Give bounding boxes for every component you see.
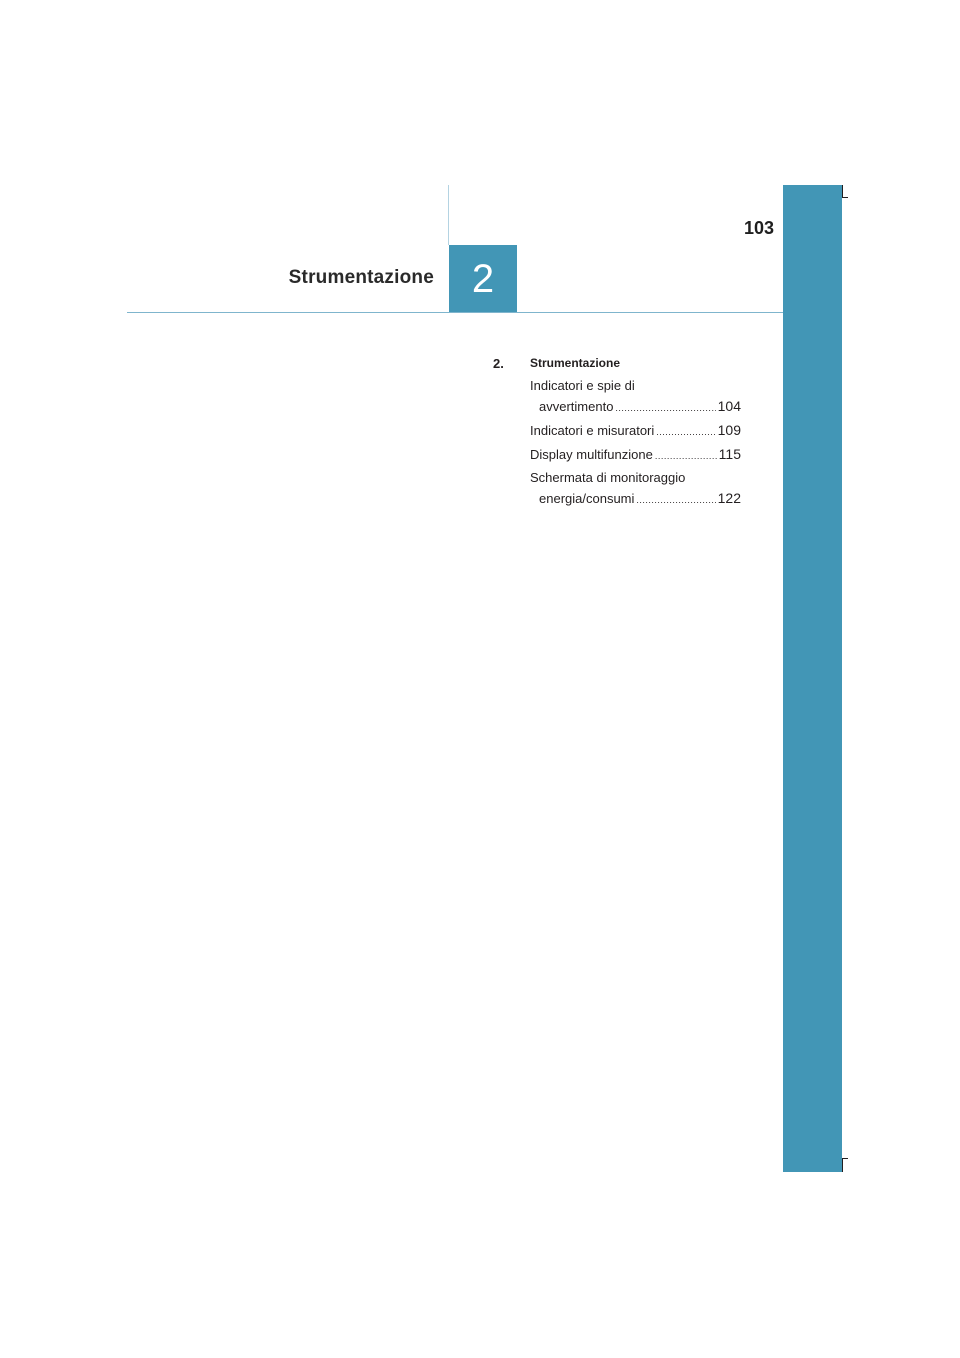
- crop-mark-bottom-horizontal: [842, 1158, 848, 1159]
- toc-entry-gauges-meters[interactable]: [530, 420, 741, 442]
- toc-entry-label: Schermata di monitoraggio: [530, 470, 686, 485]
- toc-entry-label: Display multifunzione: [530, 447, 653, 462]
- toc-entry-multi-display[interactable]: [530, 444, 741, 466]
- toc-entry-label-continued: energia/consumi: [539, 491, 635, 506]
- toc-section-title: Strumentazione: [530, 356, 621, 370]
- chapter-title: Strumentazione: [288, 267, 434, 288]
- toc-entry-label: Indicatori e spie di: [530, 378, 635, 393]
- crop-mark-top-horizontal: [842, 197, 848, 198]
- header-vertical-rule: [448, 185, 449, 245]
- toc-section-number: 2.: [493, 356, 504, 371]
- toc-leader-dots: [656, 422, 715, 442]
- header-horizontal-rule: [127, 312, 783, 313]
- toc-entry-warning-lights[interactable]: [530, 376, 741, 418]
- crop-mark-bottom: [842, 1158, 843, 1172]
- toc-leader-dots: [655, 446, 717, 466]
- toc-entry-label: Indicatori e misuratori: [530, 423, 655, 438]
- chapter-side-tab: [783, 185, 842, 1172]
- toc-leader-dots: [636, 490, 715, 510]
- chapter-number: 2: [471, 256, 495, 301]
- page-number: 103: [743, 218, 774, 238]
- toc-entry-energy-monitor[interactable]: [530, 468, 741, 510]
- toc-page-number: 122: [717, 490, 741, 506]
- toc-entry-label-continued: avvertimento: [539, 399, 614, 414]
- toc-page-number: 109: [717, 422, 741, 438]
- chapter-number-box: [449, 245, 517, 312]
- toc-page-number: 104: [717, 398, 741, 414]
- toc-page-number: 115: [718, 446, 741, 462]
- toc-leader-dots: [615, 398, 715, 418]
